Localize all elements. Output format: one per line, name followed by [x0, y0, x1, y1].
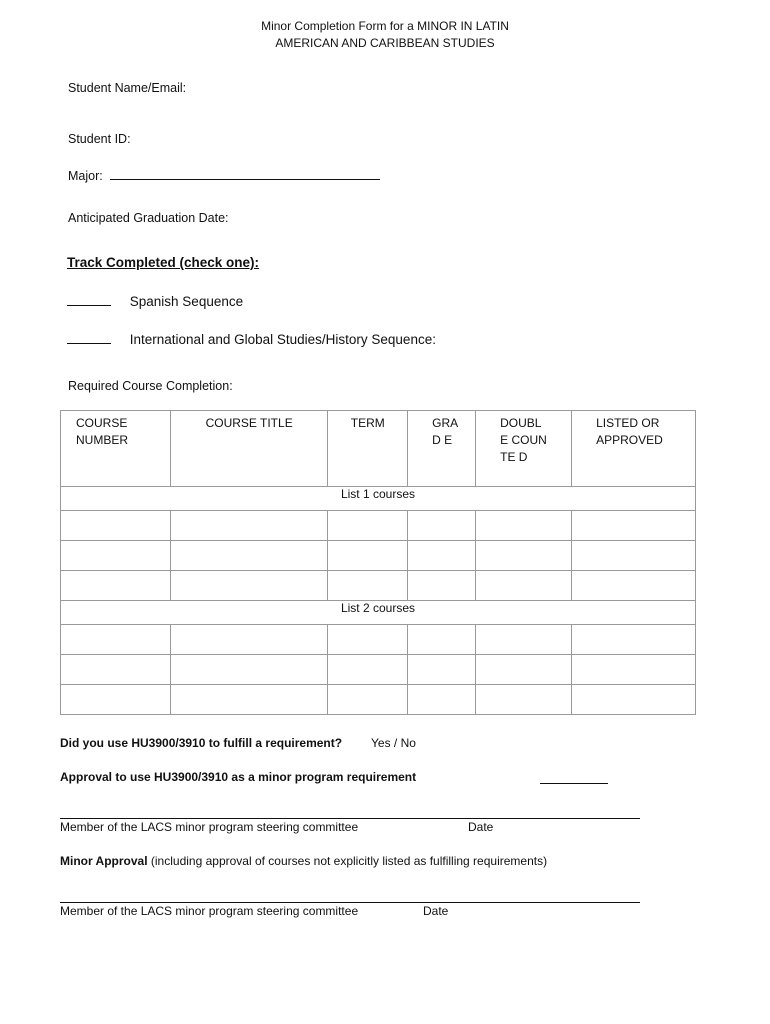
- signature-line-2[interactable]: [60, 902, 640, 903]
- course-table: [60, 410, 696, 715]
- list2-row: [61, 601, 696, 625]
- form-title-line2: AMERICAN AND CARIBBEAN STUDIES: [275, 36, 495, 50]
- list1-row: [61, 487, 696, 511]
- form-title-line1: Minor Completion Form for a MINOR IN LATIN: [261, 19, 509, 33]
- table-row[interactable]: [61, 541, 696, 571]
- international-option-label: International and Global Studies/History Sequence:: [129, 332, 436, 347]
- table-row[interactable]: [61, 511, 696, 541]
- list1-label: List 1 courses: [61, 487, 696, 511]
- table-row[interactable]: [61, 625, 696, 655]
- table-row[interactable]: [61, 685, 696, 715]
- student-id-label: Student ID:: [68, 132, 131, 146]
- track-option-international: [67, 332, 436, 347]
- approval-blank[interactable]: [540, 783, 608, 784]
- major-blank[interactable]: [110, 179, 380, 180]
- signature-line-1[interactable]: [60, 818, 640, 819]
- header-double-counted: DOUBL E COUNTE D: [476, 411, 572, 487]
- list2-label: List 2 courses: [61, 601, 696, 625]
- table-header-row: [61, 411, 696, 487]
- header-course-title: COURSE TITLE: [170, 411, 327, 487]
- track-option-spanish: [67, 294, 243, 309]
- minor-approval-bold: Minor Approval: [60, 854, 148, 868]
- major-label: Major:: [68, 169, 103, 183]
- date-label-2: Date: [423, 904, 449, 918]
- header-grade: GRAD E: [408, 411, 476, 487]
- header-course-number: COURSE NUMBER: [61, 411, 171, 487]
- minor-approval-rest: (including approval of courses not explicitly listed as fulfilling requirements): [147, 854, 548, 868]
- minor-approval-text: [60, 854, 547, 868]
- member-label-1: Member of the LACS minor program steering committee: [60, 820, 359, 834]
- member-label-2: Member of the LACS minor program steering committee: [60, 904, 359, 918]
- hu-question: Did you use HU3900/3910 to fulfill a requirement?: [60, 736, 343, 750]
- graduation-date-label: Anticipated Graduation Date:: [68, 211, 229, 225]
- header-listed-approved: LISTED OR APPROVED: [572, 411, 696, 487]
- approval-label: Approval to use HU3900/3910 as a minor program requirement: [60, 770, 417, 784]
- hu-answer[interactable]: Yes / No: [371, 736, 416, 750]
- student-name-label: Student Name/Email:: [68, 81, 187, 95]
- date-label-1: Date: [468, 820, 494, 834]
- track-heading: Track Completed (check one):: [67, 255, 260, 270]
- spanish-option-label: Spanish Sequence: [129, 294, 244, 309]
- spanish-check-blank[interactable]: [67, 305, 111, 306]
- table-row[interactable]: [61, 571, 696, 601]
- international-check-blank[interactable]: [67, 343, 111, 344]
- table-row[interactable]: [61, 655, 696, 685]
- required-course-label: Required Course Completion:: [68, 379, 233, 393]
- header-term: TERM: [328, 411, 408, 487]
- major-field: [68, 169, 380, 183]
